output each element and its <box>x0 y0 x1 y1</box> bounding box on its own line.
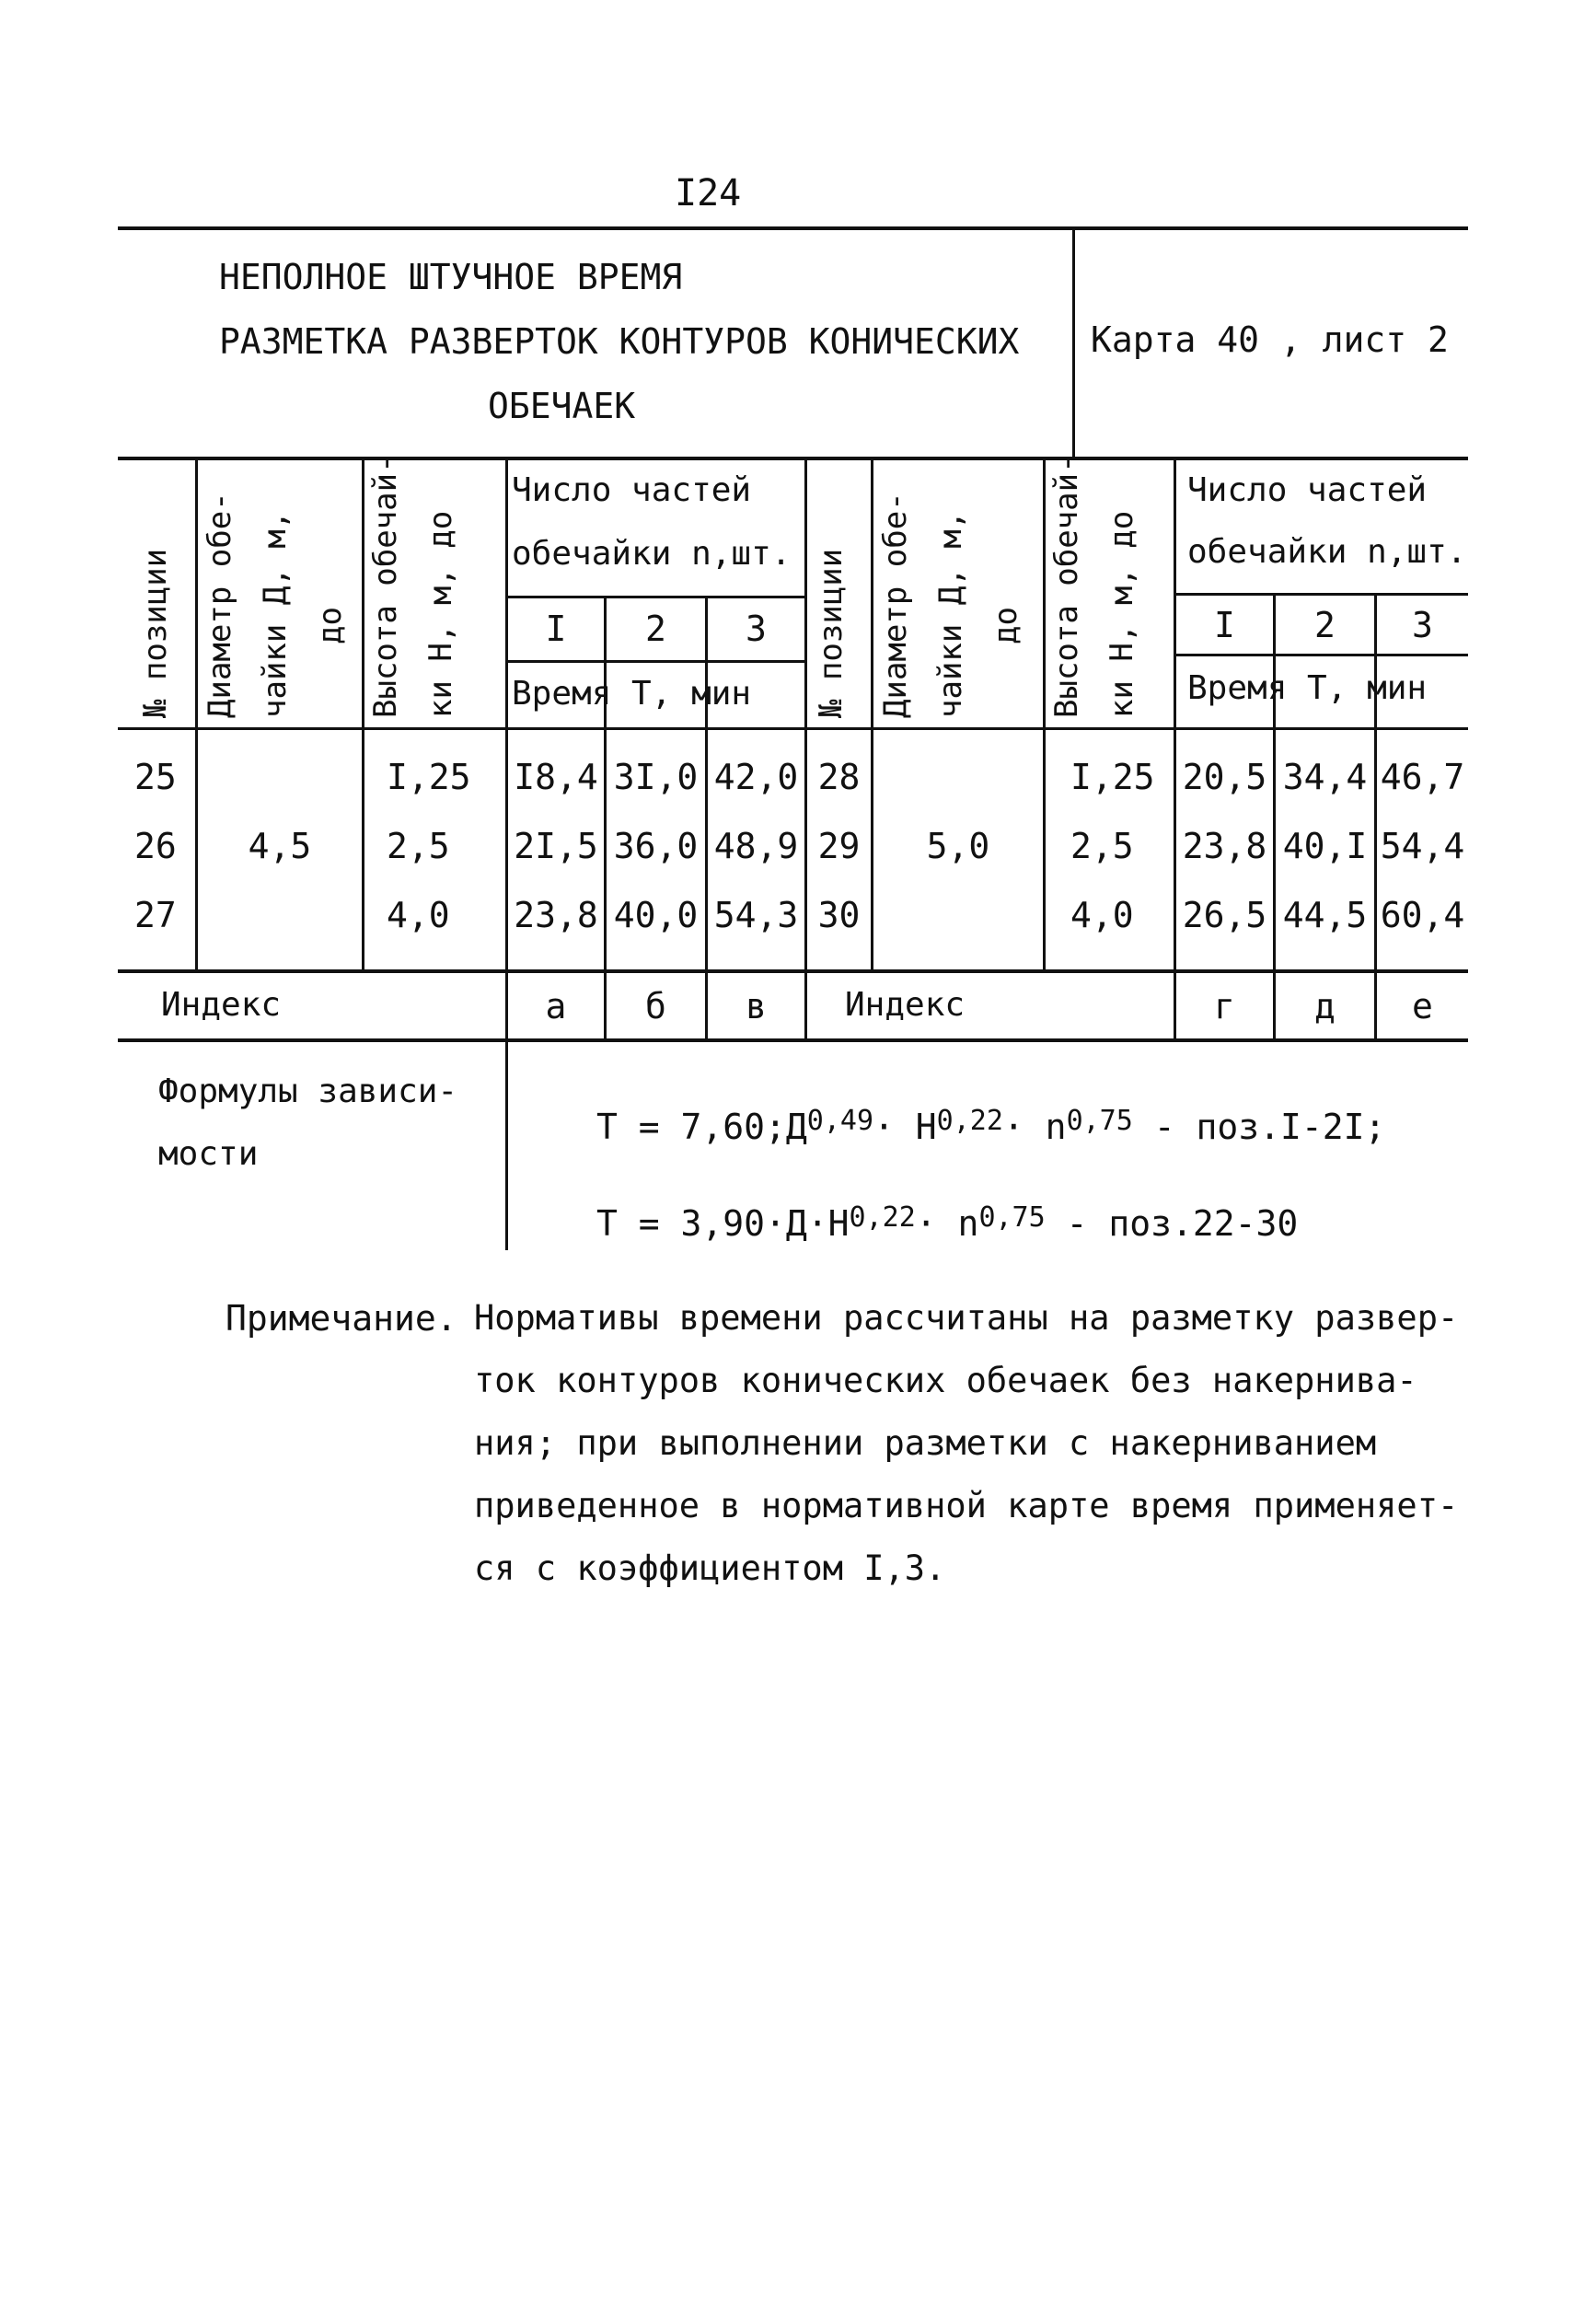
table-row-27-height: 4,0 <box>387 895 450 935</box>
col-line-10 <box>1273 593 1276 1040</box>
table-row-27-t2: 40,0 <box>613 895 699 935</box>
note-label: Примечание. <box>226 1298 457 1339</box>
header-bottom-rule <box>118 727 1468 730</box>
formula-1-tail: - поз.I-2I; <box>1132 1107 1386 1147</box>
col-header-diameter-left-l3: до <box>312 607 349 644</box>
table-row-25-t2: 3I,0 <box>613 757 699 797</box>
formulas-label-l1: Формулы зависи- <box>158 1073 458 1110</box>
formula-1-mult-h: · Н <box>873 1107 937 1147</box>
col-line-11 <box>1374 593 1377 1040</box>
col-header-diameter-left-l2: чайки Д, м, <box>257 510 294 718</box>
col-line-5 <box>705 596 708 1040</box>
parts-header-left-l1: Число частей <box>512 471 752 509</box>
col-header-height-right-l2: ки Н, м, до <box>1104 510 1140 718</box>
index-d: д <box>1314 986 1336 1026</box>
header-title-line2: РАЗМЕТКА РАЗВЕРТОК КОНТУРОВ КОНИЧЕСКИХ <box>219 321 1020 362</box>
col-header-diameter-right-l2: чайки Д, м, <box>932 510 969 718</box>
formulas-label-l2: мости <box>158 1135 259 1173</box>
note-line-4: приведенное в нормативной карте время применяет- <box>474 1486 1459 1525</box>
table-row-26-height: 2,5 <box>387 826 450 866</box>
header-divider <box>1072 228 1075 458</box>
diameter-left: 4,5 <box>248 826 312 866</box>
time-header-right: Время Т, мин <box>1187 669 1428 707</box>
part-number-left-1: I <box>545 609 567 649</box>
table-row-30-t1: 26,5 <box>1182 895 1267 935</box>
part-number-right-1: I <box>1214 605 1235 645</box>
table-row-27-t1: 23,8 <box>514 895 598 935</box>
table-row-26-t3: 48,9 <box>713 826 799 866</box>
col-header-height-left-l1: Высота обечай- <box>367 454 404 718</box>
parts-rule-left-1 <box>505 596 804 598</box>
table-row-30-pos: 30 <box>817 895 861 935</box>
col-header-diameter-left-l1: Диаметр обе- <box>202 492 238 718</box>
index-label-right: Индекс <box>845 986 966 1024</box>
card-number: Карта 40 , лист 2 <box>1091 319 1449 360</box>
formula-2-exp-n: 0,75 <box>978 1201 1046 1234</box>
note-line-5: ся с коэффициентом I,3. <box>474 1548 946 1588</box>
col-line-4 <box>604 596 607 1040</box>
formula-1 <box>596 1105 1386 1147</box>
table-row-26-t2: 36,0 <box>613 826 699 866</box>
col-line-1 <box>195 458 198 971</box>
col-header-diameter-right-l3: до <box>988 607 1024 644</box>
parts-rule-right-2 <box>1174 654 1468 656</box>
formula-2 <box>596 1201 1299 1244</box>
col-header-height-right-l1: Высота обечай- <box>1048 454 1085 718</box>
formula-2-exp-h: 0,22 <box>849 1201 916 1234</box>
formula-1-exp-d: 0,49 <box>806 1105 874 1137</box>
table-row-30-t2: 44,5 <box>1282 895 1368 935</box>
parts-rule-right-1 <box>1174 593 1468 596</box>
diameter-right: 5,0 <box>926 826 990 866</box>
table-row-30-t3: 60,4 <box>1380 895 1465 935</box>
table-top-rule <box>118 457 1468 460</box>
formula-2-mult-n: · n <box>915 1203 979 1244</box>
table-row-25-t1: I8,4 <box>514 757 598 797</box>
parts-rule-left-2 <box>505 660 804 663</box>
table-row-25-pos: 25 <box>134 757 177 797</box>
table-row-29-t1: 23,8 <box>1182 826 1267 866</box>
parts-header-right-l1: Число частей <box>1187 471 1428 509</box>
formula-2-base: Т = 3,90·Д·Н <box>596 1203 850 1244</box>
col-line-9 <box>1174 458 1176 1040</box>
table-row-25-t3: 42,0 <box>713 757 799 797</box>
table-row-26-pos: 26 <box>134 826 177 866</box>
header-title-line1: НЕПОЛНОЕ ШТУЧНОЕ ВРЕМЯ <box>219 257 683 297</box>
table-row-30-height: 4,0 <box>1070 895 1134 935</box>
table-row-28-t3: 46,7 <box>1380 757 1465 797</box>
note-line-1: Нормативы времени рассчитаны на разметку развер- <box>474 1298 1459 1338</box>
col-line-8 <box>1043 458 1046 971</box>
col-line-7 <box>871 458 873 971</box>
formula-1-base: Т = 7,60;Д <box>596 1107 807 1147</box>
part-number-left-3: 3 <box>746 609 767 649</box>
col-header-position-right: № позиции <box>813 548 850 718</box>
col-header-diameter-right-l1: Диаметр обе- <box>877 492 914 718</box>
index-v: в <box>746 986 767 1026</box>
part-number-left-2: 2 <box>645 609 666 649</box>
formula-1-exp-n: 0,75 <box>1066 1105 1133 1137</box>
formula-1-mult-n: · n <box>1002 1107 1067 1147</box>
part-number-right-2: 2 <box>1314 605 1336 645</box>
table-row-29-height: 2,5 <box>1070 826 1134 866</box>
table-row-28-pos: 28 <box>817 757 861 797</box>
note-line-3: ния; при выполнении разметки с накерниванием <box>474 1423 1377 1463</box>
index-g: г <box>1214 986 1235 1026</box>
col-header-height-left-l2: ки Н, м, до <box>422 510 459 718</box>
data-bottom-rule <box>118 969 1468 973</box>
col-line-6 <box>804 458 807 1040</box>
table-row-26-t1: 2I,5 <box>514 826 598 866</box>
index-b: б <box>645 986 666 1026</box>
col-line-2 <box>362 458 364 971</box>
table-row-25-height: I,25 <box>387 757 471 797</box>
table-row-28-height: I,25 <box>1070 757 1155 797</box>
table-row-28-t1: 20,5 <box>1182 757 1267 797</box>
table-row-28-t2: 34,4 <box>1282 757 1368 797</box>
index-bottom-rule <box>118 1038 1468 1042</box>
table-row-27-pos: 27 <box>134 895 177 935</box>
index-a: а <box>545 986 567 1026</box>
top-rule <box>118 226 1468 230</box>
col-header-position-left: № позиции <box>137 548 174 718</box>
formula-1-exp-h: 0,22 <box>936 1105 1003 1137</box>
time-header-left: Время Т, мин <box>512 675 752 713</box>
page-number: I24 <box>675 172 742 215</box>
index-label-left: Индекс <box>161 986 282 1024</box>
table-row-29-t3: 54,4 <box>1380 826 1465 866</box>
parts-header-left-l2: обечайки n,шт. <box>512 535 792 573</box>
table-row-29-pos: 29 <box>817 826 861 866</box>
part-number-right-3: 3 <box>1412 605 1433 645</box>
note-line-2: ток контуров конических обечаек без накернива- <box>474 1361 1417 1400</box>
table-row-27-t3: 54,3 <box>713 895 799 935</box>
parts-header-right-l2: обечайки n,шт. <box>1187 533 1467 571</box>
formula-2-tail: - поз.22-30 <box>1045 1203 1299 1244</box>
index-e: е <box>1412 986 1433 1026</box>
table-row-29-t2: 40,I <box>1282 826 1368 866</box>
header-title-line3: ОБЕЧАЕК <box>488 386 636 426</box>
